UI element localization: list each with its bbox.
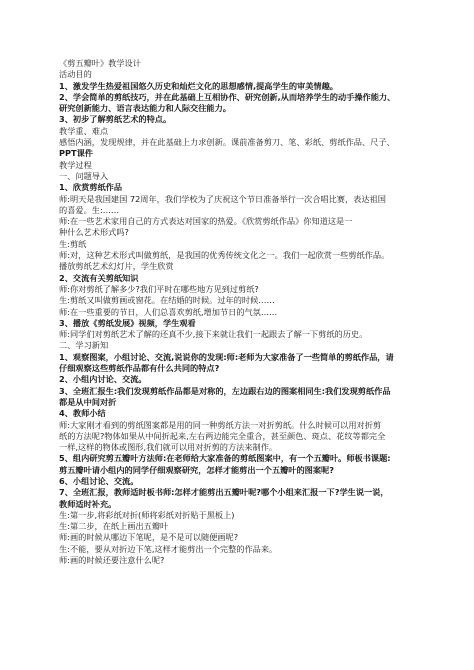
text-line: 的喜爱。生:…… (59, 204, 120, 215)
text-line: 师:画的时候还要注意什么呢? (59, 555, 165, 566)
text-line: 教学重、难点 (59, 125, 109, 136)
text-line: 师:明天是我国建国 72周年，我们学校为了庆祝这个节日准备举行一次合唱比赛，表达祖国 (59, 193, 386, 204)
text-line: 师:同学们对剪纸艺术了解的还真不少,接下来就让我们一起跟去了解一下剪纸的历史。 (59, 329, 368, 340)
text-line: 一、问题导入 (59, 170, 109, 181)
text-line: 师:在一些重要的节日，人们总喜欢剪纸,增加节日的气氛…… (59, 306, 278, 317)
text-line: 纸的方法呢?物体如果从中间折起来,左右两边能完全重合，甚至颜色、斑点、花纹等都完全 (59, 430, 386, 441)
text-line: 5、组内研究剪五瓣叶方法师:在老师给大家准备的剪纸图案中，有一个五瓣叶。师板书课题: (59, 453, 391, 464)
text-line: 3、初步了解剪纸艺术的特点。 (59, 114, 172, 125)
text-line: 6、小组讨论、交流。 (59, 475, 139, 486)
text-line: 4、教师小结 (59, 408, 106, 419)
text-line: 教师适时补充。 (59, 498, 117, 509)
text-line: 生:剪纸 (59, 238, 87, 249)
text-line: 生:第一步,将彩纸对折(师将彩纸对折贴于黑板上) (59, 509, 235, 520)
text-line: 师:对，这种艺术形式叫做剪纸，是我国的优秀传统文化之一。我们一起欣赏一些剪纸作品。 (59, 250, 390, 261)
text-line: 师:画的时候从哪边下笔呢，是不是可以随便画呢? (59, 532, 239, 543)
text-line: 一样,这样的物体或图形,我们就可以用对折剪的方法来制作。 (59, 442, 278, 453)
text-line: 师:大家刚才看到的剪纸图案都是用的同一种剪纸方法一对折剪纸。什么时候可以用对折剪 (59, 419, 382, 430)
text-line: 7、全班汇报，教师适时板书师:怎样才能剪出五瓣叶呢?哪个小组来汇报一下?学生说一说， (59, 487, 389, 498)
text-line: 生:第二步，在纸上画出五瓣叶 (59, 521, 169, 532)
text-line: 师:你对剪纸了解多少?我们平时在哪些地方见到过剪纸? (59, 283, 259, 294)
text-line: 仔细观察这些剪纸作品都有什么共同的特点? (59, 363, 220, 374)
text-line: 二、学习新知 (59, 340, 109, 351)
text-line: 2、小组内讨论、交流。 (59, 374, 147, 385)
text-line: 剪五瓣叶请小组内的同学仔细观察研究，怎样才能剪出一个五瓣叶的图案呢? (59, 464, 334, 475)
text-line: 研究创新能力、语言表达能力和人际交往能力。 (59, 103, 231, 114)
text-line: 种什么艺术形式吗? (59, 227, 129, 238)
text-line: 1、激发学生热爱祖国悠久历史和灿烂文化的思想感情,提高学生的审美情趣。 (59, 80, 338, 91)
text-line: 教学过程 (59, 159, 92, 170)
text-line: 师:在一些艺术家用自己的方式表达对国家的热爱。《欣赏剪纸作品》你知道这是一 (59, 216, 353, 227)
text-line: 《剪五瓣叶》教学设计 (59, 58, 141, 68)
text-line: 感悟内涵，发现规律，并在此基础上力求创新。课前准备剪刀、笔、彩纸、剪纸作品、尺子、 (59, 137, 395, 148)
text-line: 都是从中间对折 (59, 396, 117, 407)
text-line: 2、学会简单的剪纸技巧，并在此基础上互相协作、研究创新,从而培养学生的动手操作能力、 (59, 91, 396, 102)
text-line: 1、欣赏剪纸作品 (59, 182, 123, 193)
document-body (59, 58, 423, 566)
text-line: 2、交流有关剪纸知识 (59, 272, 139, 283)
text-line: PPT课件 (59, 148, 93, 159)
text-line: 3、全班汇报生:我们发现剪纸作品都是对称的，左边跟右边的图案相同生:我们发现剪纸作品 (59, 385, 391, 396)
text-line: 活动目的 (59, 69, 92, 80)
text-line: 生:不能，要从对折边下笔,这样才能剪出一个完整的作品来。 (59, 543, 278, 554)
text-line: 生:剪纸又叫做剪画或窗花。在结婚的时候。过年的时候…… (59, 295, 275, 306)
text-line: 3、播放《剪纸发展》视频，学生观看 (59, 317, 196, 328)
text-line: 1、观察图案，小组讨论、交流,说说你的发现:师:老师为大家准备了一些简单的剪纸作品，请 (59, 351, 394, 362)
text-line: 播放剪纸艺术幻灯片，学生欣赏 (59, 261, 174, 272)
